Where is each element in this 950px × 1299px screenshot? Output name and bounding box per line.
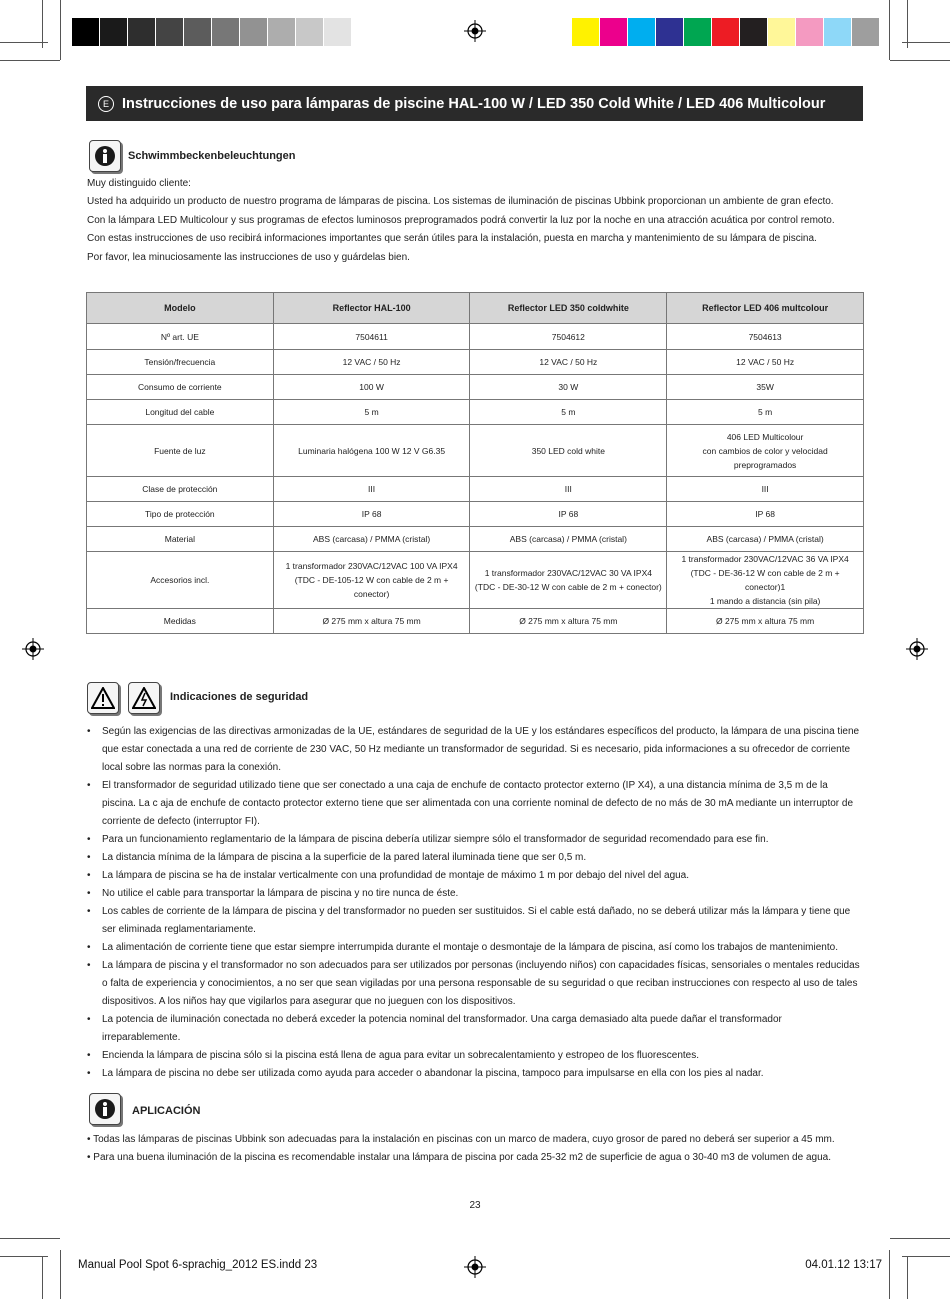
crop-mark [0,60,60,61]
color-swatch [572,18,600,46]
header-band [86,86,863,121]
table-cell: 406 LED Multicolour con cambios de color y velocidad preprogramados [667,425,864,477]
table-row [87,350,864,375]
safety-section-title: Indicaciones de seguridad [170,691,309,703]
color-bar [572,18,880,46]
row-label: Tensión/frecuencia [87,350,274,375]
table-cell: Ø 275 mm x altura 75 mm [273,609,470,634]
intro-line: Usted ha adquirido un producto de nuestro programa de lámparas de piscina. Los sistemas de iluminación de piscinas Ubbink proporcionan un ambiente de gran efecto. [87,196,834,208]
safety-item: • Los cables de corriente de la lámpara de piscina y del transformador no pueden ser sustituidos. Si el cable está dañado, no se deberá utilizar más la lámpara y tiene que ser eliminada reglamentariamente. [87,903,862,939]
table-row [87,375,864,400]
crop-mark [907,1256,908,1299]
table-cell: IP 68 [470,502,667,527]
crop-mark [890,1238,950,1239]
table-cell: 100 W [273,375,470,400]
electric-hazard-icon [128,682,160,714]
column-header: Reflector LED 406 multcolour [667,293,864,324]
table-cell: ABS (carcasa) / PMMA (cristal) [273,527,470,552]
crop-mark [60,1250,61,1299]
color-swatch [100,18,128,46]
spec-table [86,292,864,634]
intro-section-title: Schwimmbeckenbeleuchtungen [128,150,296,162]
table-cell: 1 transformador 230VAC/12VAC 100 VA IPX4 (TDC - DE-105-12 W con cable de 2 m + conector) [273,552,470,609]
color-swatch [324,18,352,46]
table-row [87,425,864,477]
safety-list [87,723,862,1083]
crop-mark [60,0,61,60]
table-row [87,609,864,634]
table-row [87,552,864,609]
table-cell: 1 transformador 230VAC/12VAC 36 VA IPX4 (TDC - DE-36-12 W con cable de 2 m + conector)1 1 mando a distancia (sin pila) [667,552,864,609]
color-swatch [72,18,100,46]
crop-mark [907,0,908,48]
table-cell: 350 LED cold white [470,425,667,477]
color-swatch [656,18,684,46]
crop-mark [902,42,950,43]
footer-file-info: Manual Pool Spot 6-sprachig_2012 ES.indd 23 [78,1259,318,1271]
color-swatch [268,18,296,46]
safety-item: • Para un funcionamiento reglamentario de la lámpara de piscina debería utilizar siempre sólo el transformador de seguridad recomendado para ese fin. [87,831,862,849]
crop-mark [42,0,43,48]
safety-item: • La alimentación de corriente tiene que estar siempre interrumpida durante el montaje o desmontaje de la lámpara de piscina, así como los trabajos de mantenimiento. [87,939,862,957]
table-cell: 5 m [667,400,864,425]
safety-item: • La potencia de iluminación conectada no deberá exceder la potencia nominal del transformador. Una carga demasiado alta puede dañar el transformador irreparablemente. [87,1011,862,1047]
table-cell: ABS (carcasa) / PMMA (cristal) [470,527,667,552]
table-cell: 7504613 [667,324,864,350]
registration-mark-icon [464,1256,486,1278]
table-cell: IP 68 [667,502,864,527]
safety-item: • La lámpara de piscina y el transformador no son adecuados para ser utilizados por personas (incluyendo niños) con capacidades físicas, sensoriales o mentales reducidas o falta de experiencia y conocimientos, a no ser que sean vigiladas por una persona responsable de su seguridad o que reciban instrucciones con respecto al uso de tales dispositivos. A los niños hay que vigilarlos para asegurar que no jueguen con los dispositivos. [87,957,862,1011]
table-cell: ABS (carcasa) / PMMA (cristal) [667,527,864,552]
row-label: Nº art. UE [87,324,274,350]
table-cell: 7504611 [273,324,470,350]
color-swatch [684,18,712,46]
table-row [87,502,864,527]
intro-line: Con estas instrucciones de uso recibirá informaciones importantes que serán útiles para la instalación, puesta en marcha y mantenimiento de su lámpara de piscina. [87,233,817,245]
table-cell: III [667,477,864,502]
grayscale-bar [72,18,380,46]
table-row [87,400,864,425]
table-cell: 12 VAC / 50 Hz [273,350,470,375]
row-label: Fuente de luz [87,425,274,477]
table-cell: 1 transformador 230VAC/12VAC 30 VA IPX4 (TDC - DE-30-12 W con cable de 2 m + conector) [470,552,667,609]
row-label: Material [87,527,274,552]
table-cell: IP 68 [273,502,470,527]
row-label: Clase de protección [87,477,274,502]
crop-mark [889,0,890,60]
color-swatch [796,18,824,46]
row-label: Medidas [87,609,274,634]
color-swatch [240,18,268,46]
column-header: Reflector HAL-100 [273,293,470,324]
table-cell: 30 W [470,375,667,400]
table-cell: 35W [667,375,864,400]
color-swatch [184,18,212,46]
color-swatch [740,18,768,46]
table-cell: Luminaria halógena 100 W 12 V G6.35 [273,425,470,477]
color-swatch [156,18,184,46]
info-icon [89,140,121,172]
registration-mark-icon [464,20,486,42]
safety-item: • No utilice el cable para transportar la lámpara de piscina y no tire nunca de éste. [87,885,862,903]
table-row [87,527,864,552]
crop-mark [0,1256,48,1257]
color-swatch [128,18,156,46]
color-swatch [824,18,852,46]
table-cell: 5 m [273,400,470,425]
application-line: • Todas las lámparas de piscinas Ubbink son adecuadas para la instalación en piscinas con un marco de madera, cuyo grosor de pared no deberá ser superior a 45 mm. [87,1134,835,1145]
table-cell: 12 VAC / 50 Hz [470,350,667,375]
crop-mark [42,1256,43,1299]
page-number: 23 [469,1200,481,1211]
color-swatch [852,18,880,46]
intro-text [87,175,867,267]
language-badge: E [98,96,114,112]
safety-item: • Según las exigencias de las directivas armonizadas de la UE, estándares de seguridad de la UE y los estándares específicos del producto, la lámpara de una piscina tiene que estar conectada a una red de corriente de 230 VAC, 50 Hz mediante un transformador de seguridad. Si es necesario, pida informaciones a su ofrecedor de corriente local sobre las normas para la conexión. [87,723,862,777]
crop-mark [0,42,48,43]
warning-icon [87,682,119,714]
info-icon [89,1093,121,1125]
table-cell: 5 m [470,400,667,425]
safety-item: • La lámpara de piscina no debe ser utilizada como ayuda para acceder o abandonar la piscina, tampoco para impulsarse en ella con los pies al nadar. [87,1065,862,1083]
row-label: Longitud del cable [87,400,274,425]
crop-mark [902,1256,950,1257]
table-cell: 12 VAC / 50 Hz [667,350,864,375]
application-line: • Para una buena iluminación de la piscina es recomendable instalar una lámpara de piscina por cada 25-32 m2 de superficie de agua o 30-40 m3 de volumen de agua. [87,1152,831,1163]
safety-item: • El transformador de seguridad utilizado tiene que ser conectado a una caja de enchufe de contacto protector externo (IP X4), a una distancia mínima de 3,5 m de la piscina. La c aja de enchufe de contacto protector externo tiene que ser alimentada con una corriente nominal de defecto de no más de 30 mA mediante un interruptor de corriente de defecto (interruptor FI). [87,777,862,831]
page-title: Instrucciones de uso para lámparas de piscine HAL-100 W / LED 350 Cold White / LED 406 Multicolour [122,95,826,112]
table-cell: 7504612 [470,324,667,350]
footer-timestamp: 04.01.12 13:17 [805,1259,882,1271]
column-header: Modelo [87,293,274,324]
color-swatch [212,18,240,46]
crop-mark [890,60,950,61]
crop-mark [0,1238,60,1239]
safety-item: • Encienda la lámpara de piscina sólo si la piscina está llena de agua para evitar un sobrecalentamiento y estropeo de los fluorescentes. [87,1047,862,1065]
registration-mark-icon [22,638,44,660]
safety-item: • La lámpara de piscina se ha de instalar verticalmente con una profundidad de montaje de máximo 1 m por debajo del nivel del agua. [87,867,862,885]
row-label: Accesorios incl. [87,552,274,609]
safety-item: • La distancia mínima de la lámpara de piscina a la superficie de la pared lateral iluminada tiene que ser 0,5 m. [87,849,862,867]
table-cell: III [470,477,667,502]
color-swatch [712,18,740,46]
row-label: Consumo de corriente [87,375,274,400]
color-swatch [296,18,324,46]
application-section-title: APLICACIÓN [132,1105,201,1117]
table-cell: Ø 275 mm x altura 75 mm [667,609,864,634]
table-row [87,324,864,350]
intro-line: Muy distinguido cliente: [87,178,191,189]
table-header-row [87,293,864,324]
color-swatch [352,18,380,46]
table-row [87,477,864,502]
registration-mark-icon [906,638,928,660]
column-header: Reflector LED 350 coldwhite [470,293,667,324]
table-cell: Ø 275 mm x altura 75 mm [470,609,667,634]
color-swatch [768,18,796,46]
color-swatch [628,18,656,46]
intro-line: Por favor, lea minuciosamente las instrucciones de uso y guárdelas bien. [87,251,410,263]
intro-line: Con la lámpara LED Multicolour y sus programas de efectos luminosos preprogramados podrá convertir la luz por la noche en una atracción acuática por control remoto. [87,214,835,226]
table-cell: III [273,477,470,502]
row-label: Tipo de protección [87,502,274,527]
color-swatch [600,18,628,46]
crop-mark [889,1250,890,1299]
